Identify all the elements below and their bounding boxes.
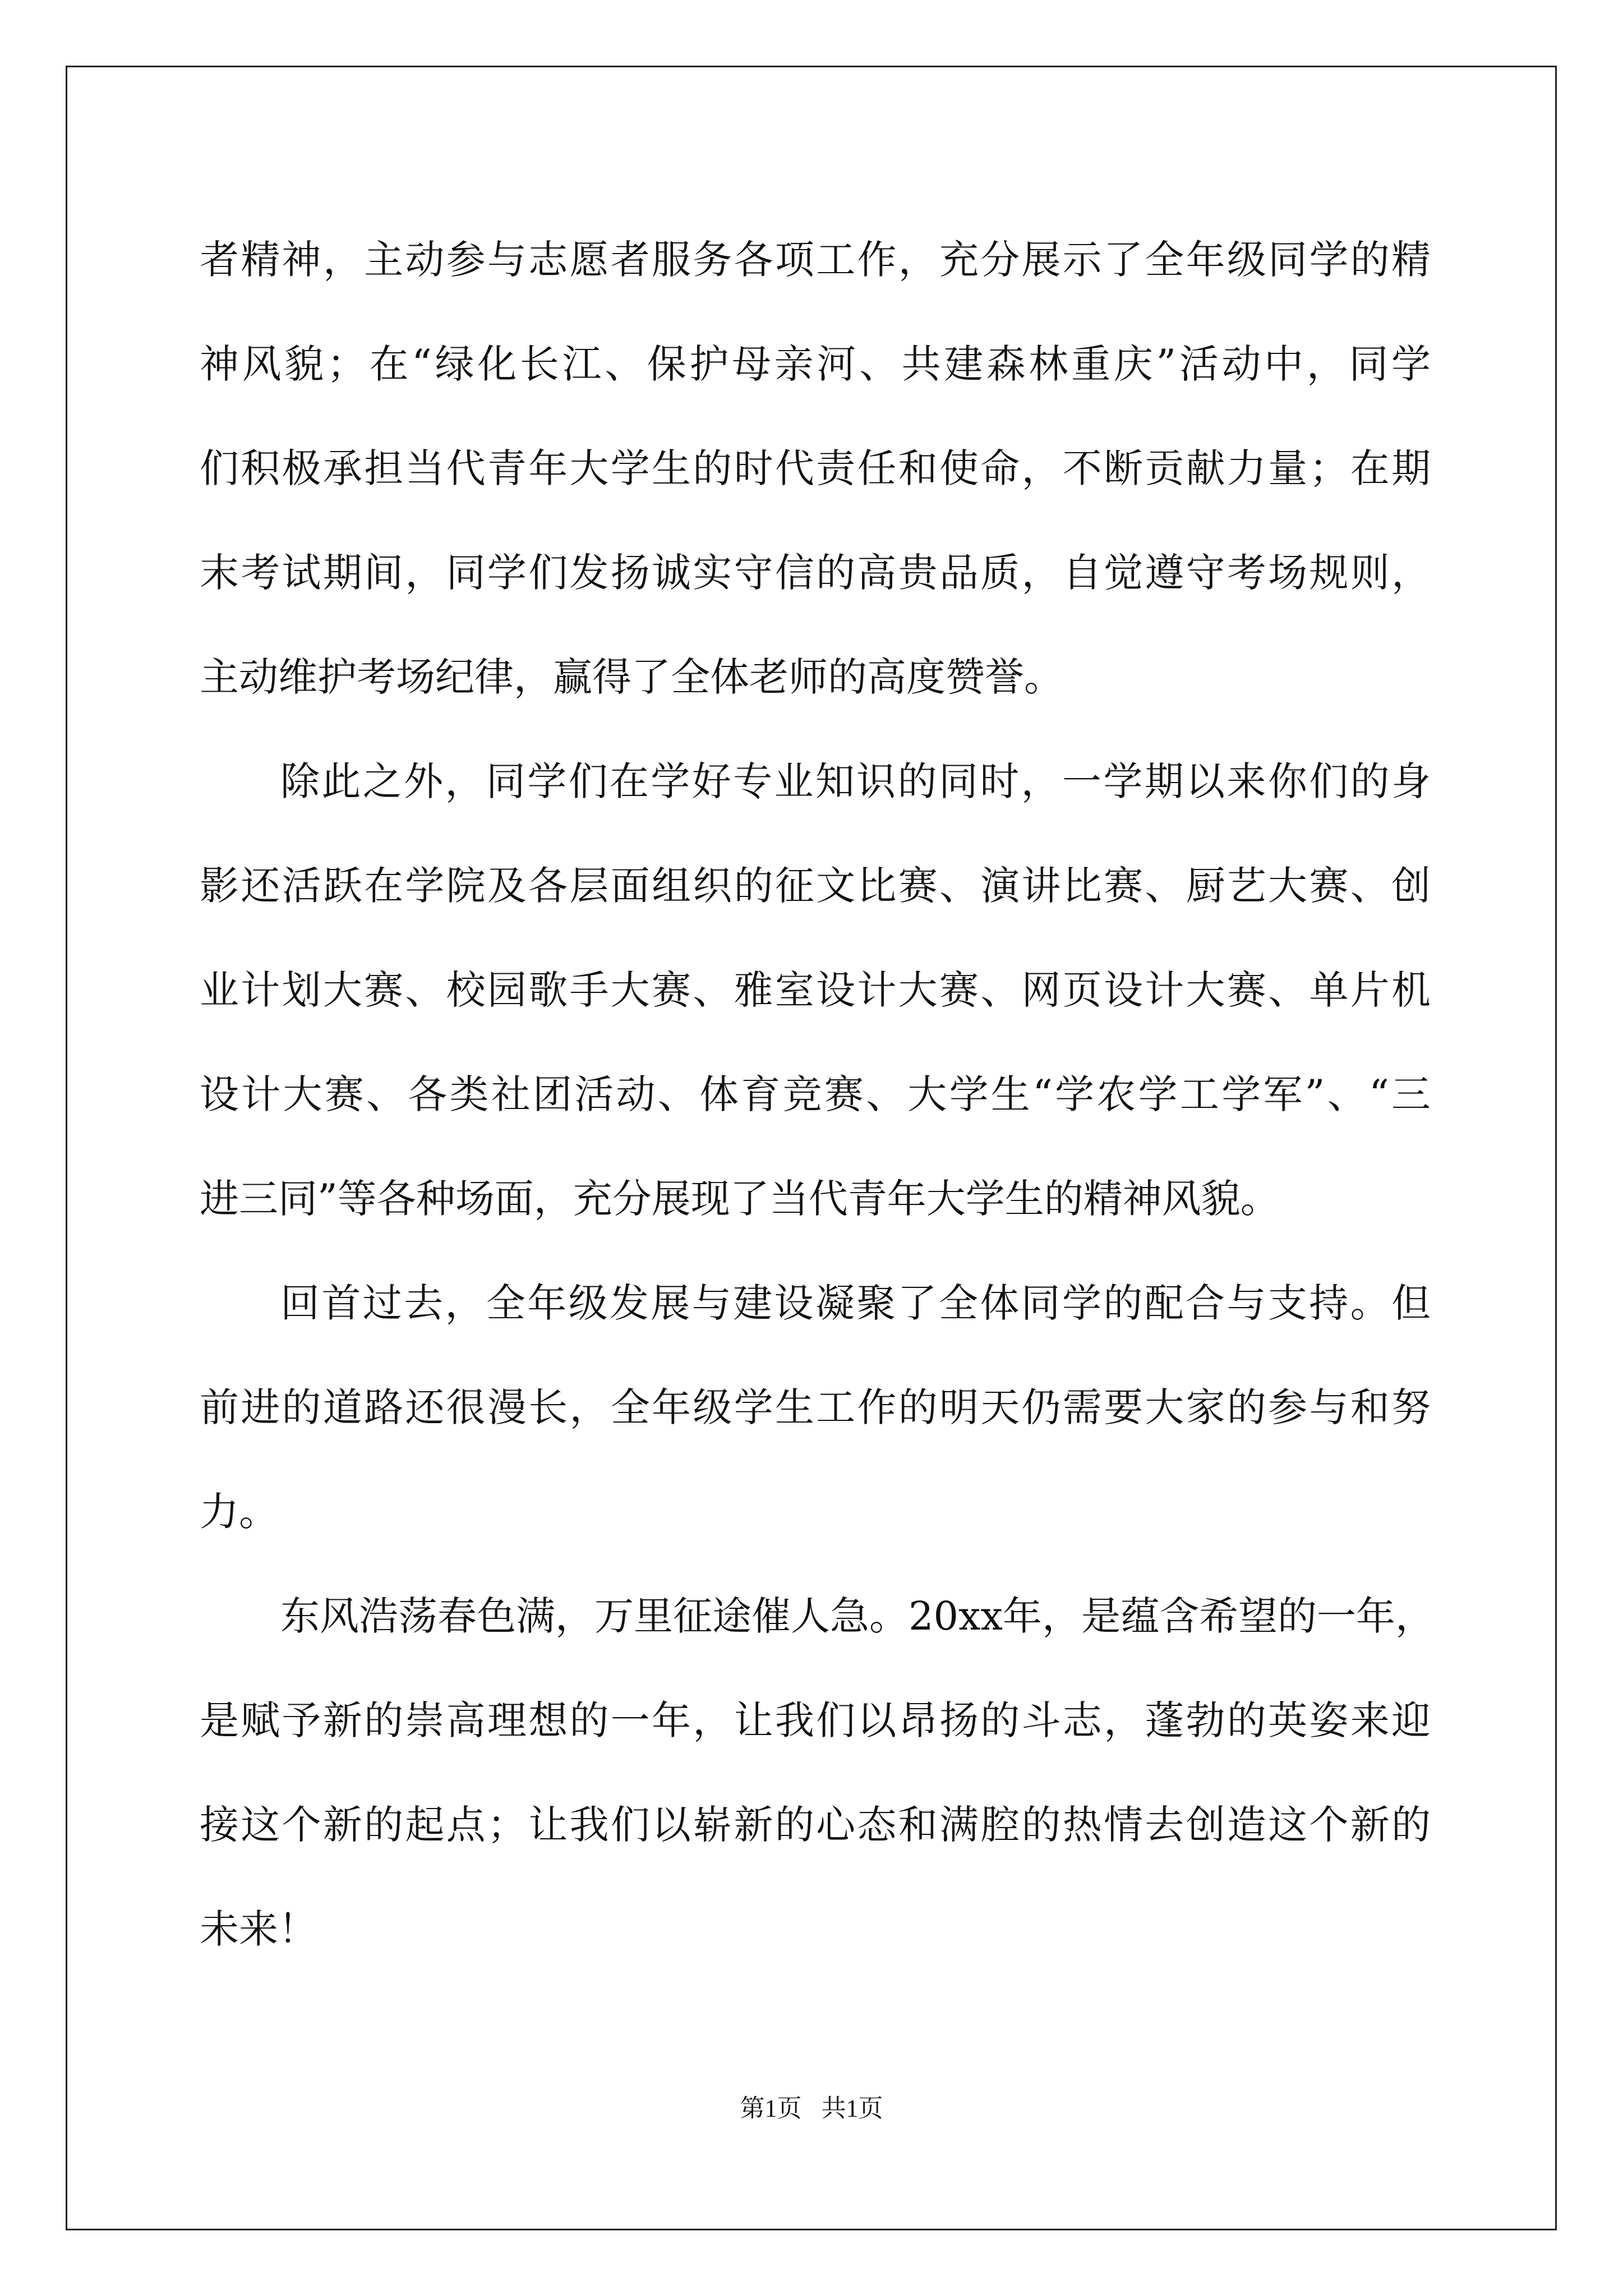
text-line: 力。 — [200, 1489, 278, 1535]
text-line: 东风浩荡春色满，万里征途催人急。20xx年，是蕴含希望的一年， — [280, 1593, 1435, 1639]
text-line: 接这个新的起点；让我们以崭新的心态和满腔的热情去创造这个新的 — [200, 1802, 1431, 1848]
text-line: 回首过去，全年级发展与建设凝聚了全体同学的配合与支持。但 — [280, 1280, 1431, 1326]
page-footer — [0, 2088, 1623, 2124]
text-line: 设计大赛、各类社团活动、体育竞赛、大学生“学农学工学军”、“三 — [200, 1071, 1431, 1117]
text-line: 业计划大赛、校园歌手大赛、雅室设计大赛、网页设计大赛、单片机 — [200, 967, 1431, 1013]
text-line: 是赋予新的崇高理想的一年，让我们以昂扬的斗志，蓬勃的英姿来迎 — [200, 1697, 1431, 1743]
text-line: 影还活跃在学院及各层面组织的征文比赛、演讲比赛、厨艺大赛、创 — [200, 863, 1431, 909]
document-body — [200, 208, 1435, 1981]
text-line: 未来！ — [200, 1906, 317, 1952]
text-line: 除此之外，同学们在学好专业知识的同时，一学期以来你们的身 — [280, 758, 1431, 804]
text-line: 神风貌；在“绿化长江、保护母亲河、共建森林重庆”活动中，同学 — [200, 341, 1431, 387]
text-line: 主动维护考场纪律，赢得了全体老师的高度赞誉。 — [200, 654, 1063, 700]
page-total: 共1页 — [821, 2095, 883, 2122]
text-line: 末考试期间，同学们发扬诚实守信的高贵品质，自觉遵守考场规则， — [200, 550, 1431, 596]
page-number: 第1页 — [740, 2095, 802, 2122]
text-line: 进三同”等各种场面，充分展现了当代青年大学生的精神风貌。 — [200, 1176, 1280, 1222]
text-line: 前进的道路还很漫长，全年级学生工作的明天仍需要大家的参与和努 — [200, 1384, 1431, 1430]
text-line: 者精神，主动参与志愿者服务各项工作，充分展示了全年级同学的精 — [200, 237, 1431, 283]
text-line: 们积极承担当代青年大学生的时代责任和使命，不断贡献力量；在期 — [200, 445, 1431, 491]
